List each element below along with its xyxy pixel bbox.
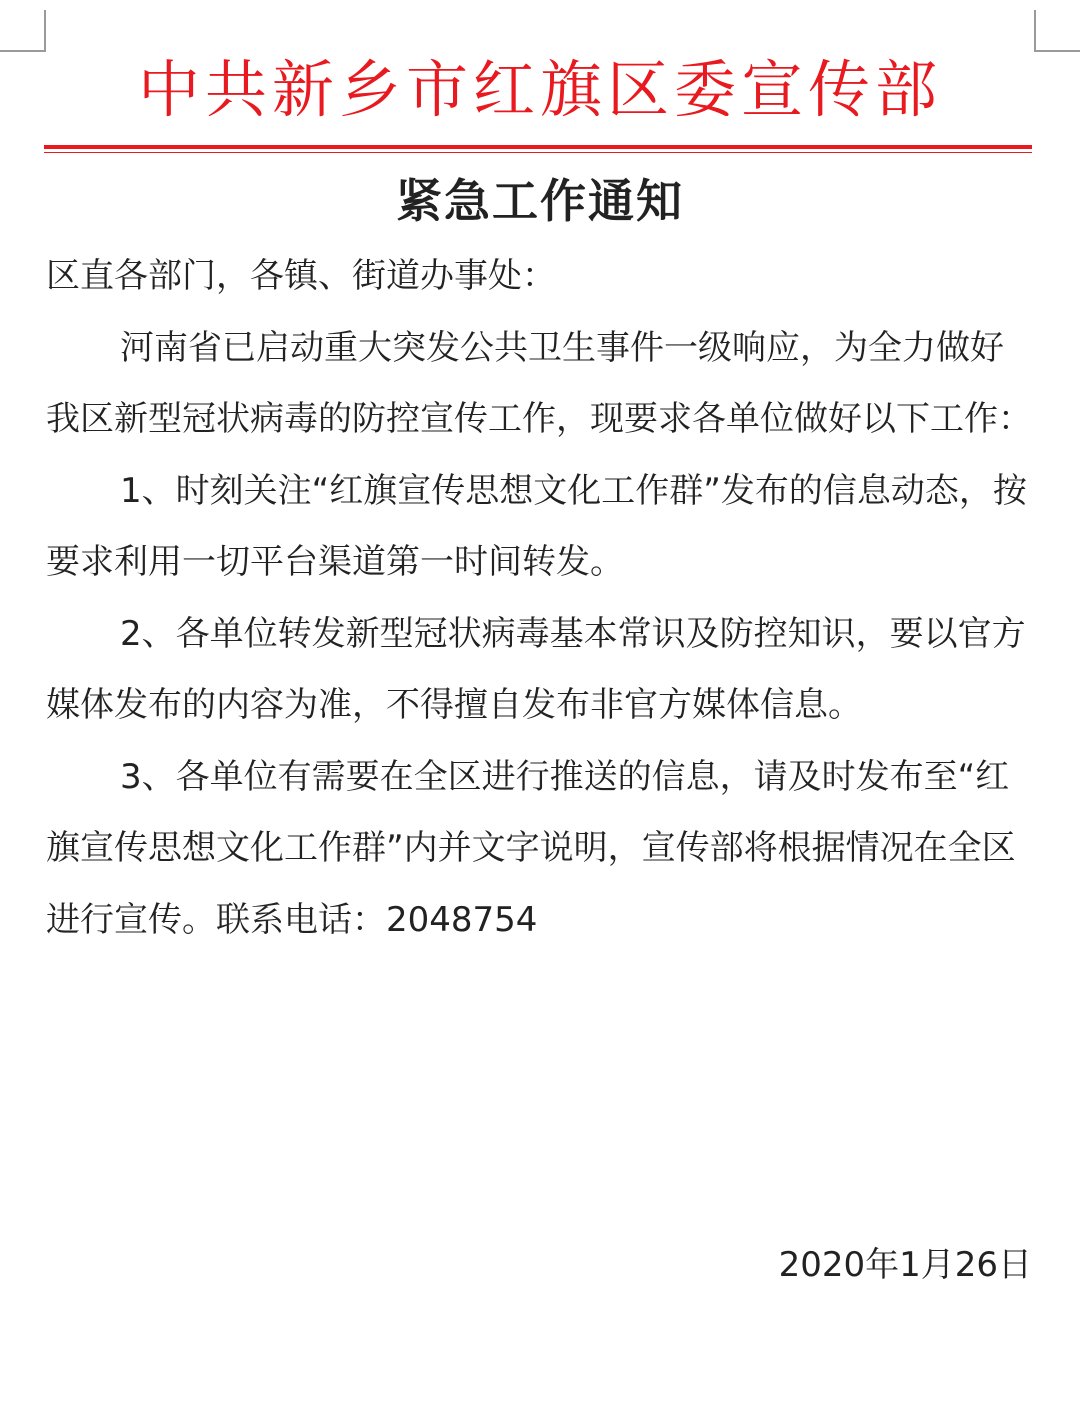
crop-mark-top-left	[0, 10, 46, 52]
organization-header: 中共新乡市红旗区委宣传部	[137, 53, 942, 126]
salutation: 区直各部门，各镇、街道办事处：	[46, 256, 556, 296]
intro-paragraph: 河南省已启动重大突发公共卫生事件一级响应，为全力做好我区新型冠状病毒的防控宣传工作，现要求各单位做好以下工作：	[46, 327, 1032, 439]
item-1-paragraph: 1、时刻关注“红旗宣传思想文化工作群”发布的信息动态，按要求利用一切平台渠道第一时间转发。	[46, 470, 1027, 582]
header-red-rule	[44, 145, 1032, 149]
notice-body	[46, 241, 1036, 956]
crop-mark-top-right	[1034, 10, 1080, 52]
document-title: 紧急工作通知	[396, 174, 684, 228]
issue-date: 2020年1月26日	[778, 1245, 1032, 1285]
header-red-rule-thin	[44, 152, 1032, 153]
item-2-paragraph: 2、各单位转发新型冠状病毒基本常识及防控知识，要以官方媒体发布的内容为准，不得擅自发布非官方媒体信息。	[46, 613, 1026, 725]
item-3-paragraph: 3、各单位有需要在全区进行推送的信息，请及时发布至“红旗宣传思想文化工作群”内并文字说明，宣传部将根据情况在全区进行宣传。联系电话：2048754	[46, 756, 1016, 940]
